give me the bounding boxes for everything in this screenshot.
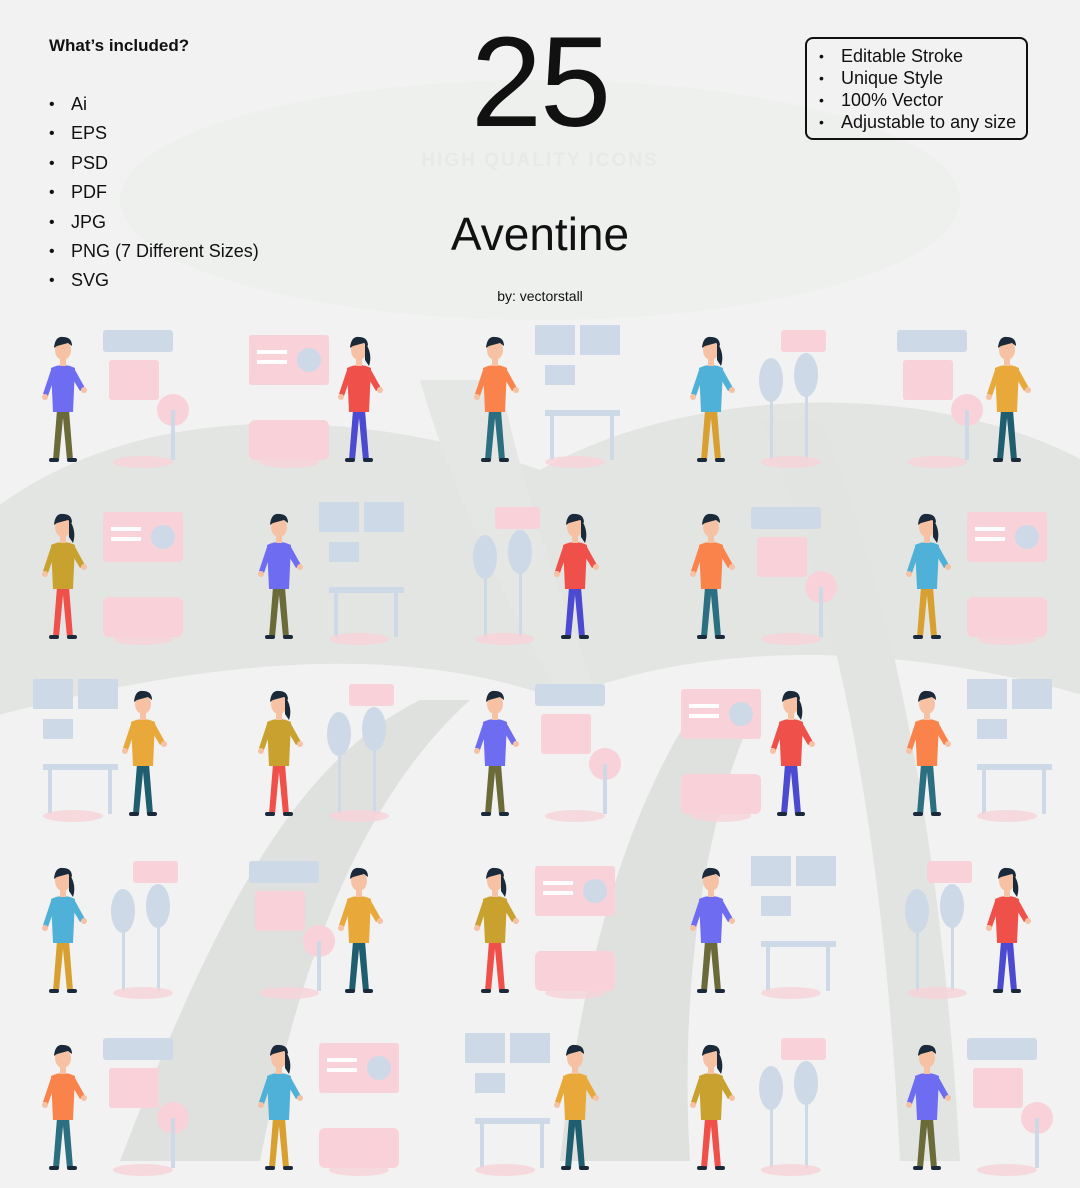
girl-scooter-stats-icon (440, 1018, 640, 1188)
woman-with-phone-music-icon (656, 487, 856, 657)
man-with-analytics-icon (8, 664, 208, 834)
illustration-runner (224, 310, 424, 480)
cyclist-trophy-icon (224, 841, 424, 1011)
woman-thinking-money-icon (8, 1018, 208, 1188)
illustration-cyclist-trophy (224, 841, 424, 1011)
feature-item: • Editable Stroke (819, 45, 1026, 67)
pack-title: Aventine (450, 208, 630, 260)
illustration-woman-with-dog-mail (224, 1018, 424, 1188)
illustration-woman-running-document (656, 1018, 856, 1188)
woman-presentation-icon (872, 841, 1072, 1011)
illustration-man-with-dashboard (440, 310, 640, 480)
illustration-man-lunging-data (440, 664, 640, 834)
included-title: What’s included? (49, 36, 190, 55)
format-item: • JPG (49, 210, 259, 239)
woman-with-dog-mail-icon (224, 1018, 424, 1188)
woman-with-umbrella-icon (872, 664, 1072, 834)
illustration-woman-thinking-money (8, 1018, 208, 1188)
illustration-two-people-talking (872, 310, 1072, 480)
woman-at-desk-idea-icon (440, 487, 640, 657)
illustration-woman-laptop-crypto (656, 664, 856, 834)
icon-count: 25 (470, 11, 610, 154)
format-item: • Ai (49, 92, 259, 121)
man-lunging-data-icon (440, 664, 640, 834)
man-emotions-chat-icon (8, 841, 208, 1011)
format-item: • PSD (49, 151, 259, 180)
illustration-man-on-sofa-phone (224, 487, 424, 657)
format-item: • PNG (7 Different Sizes) (49, 239, 259, 268)
illustration-woman-presentation (872, 841, 1072, 1011)
illustration-woman-at-desk-idea (440, 487, 640, 657)
delivery-man-truck-icon (224, 664, 424, 834)
illustration-woman-with-phone-music (656, 487, 856, 657)
illustration-man-with-analytics (8, 664, 208, 834)
illustration-man-at-printer (440, 841, 640, 1011)
two-people-talking-icon (872, 310, 1072, 480)
illustration-man-on-sofa-question (872, 1018, 1072, 1188)
illustration-woman-stretching-like (872, 487, 1072, 657)
feature-item: • Adjustable to any size (819, 111, 1026, 133)
feature-item: • Unique Style (819, 67, 1026, 89)
features-box (805, 37, 1028, 140)
illustration-woman-with-umbrella (872, 664, 1072, 834)
man-with-dashboard-icon (440, 310, 640, 480)
woman-laptop-crypto-icon (656, 664, 856, 834)
feature-item: • 100% Vector (819, 89, 1026, 111)
cyclist-with-flag-icon (656, 310, 856, 480)
woman-with-laptop-ratings-icon (8, 487, 208, 657)
woman-at-office-desk-icon (656, 841, 856, 1011)
header (0, 0, 1080, 310)
woman-running-document-icon (656, 1018, 856, 1188)
man-at-printer-icon (440, 841, 640, 1011)
illustration-grid (0, 310, 1080, 1161)
author-byline: by: vectorstall (497, 288, 583, 304)
format-item: • EPS (49, 121, 259, 150)
format-item: • SVG (49, 268, 259, 297)
scooter-rider-icon (8, 310, 208, 480)
illustration-man-emotions-chat (8, 841, 208, 1011)
ghost-subtitle: HIGH QUALITY ICONS (421, 150, 659, 171)
man-on-sofa-phone-icon (224, 487, 424, 657)
format-item: • PDF (49, 180, 259, 209)
feature-list (807, 39, 1026, 133)
format-list (49, 92, 259, 298)
illustration-cyclist-with-flag (656, 310, 856, 480)
woman-stretching-like-icon (872, 487, 1072, 657)
illustration-woman-at-office-desk (656, 841, 856, 1011)
man-on-sofa-question-icon (872, 1018, 1072, 1188)
runner-icon (224, 310, 424, 480)
illustration-girl-scooter-stats (440, 1018, 640, 1188)
illustration-delivery-man-truck (224, 664, 424, 834)
illustration-woman-with-laptop-ratings (8, 487, 208, 657)
illustration-scooter-rider (8, 310, 208, 480)
